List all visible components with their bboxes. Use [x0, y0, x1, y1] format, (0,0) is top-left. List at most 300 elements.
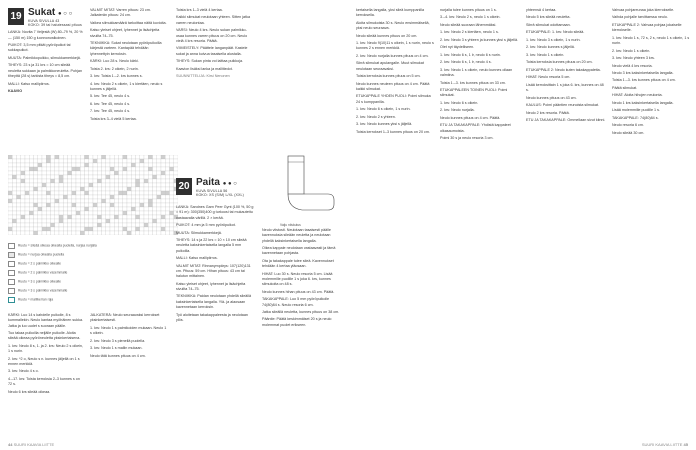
chart-cell	[114, 155, 118, 159]
chart-cell	[8, 179, 12, 183]
chart-cell	[131, 207, 135, 211]
chart-cell	[17, 195, 21, 199]
chart-cell	[8, 155, 12, 159]
chart-cell	[157, 227, 161, 231]
chart-cell	[38, 199, 42, 203]
chart-cell	[63, 227, 67, 231]
chart-cell	[127, 175, 131, 179]
chart-cell	[17, 223, 21, 227]
chart-cell	[80, 199, 84, 203]
chart-cell	[38, 227, 42, 231]
chart-cell	[51, 223, 55, 227]
chart-cell	[25, 163, 29, 167]
chart-cell	[144, 203, 148, 207]
chart-cell	[93, 183, 97, 187]
chart-cell	[153, 203, 157, 207]
chart-cell	[97, 203, 101, 207]
chart-cell	[72, 167, 76, 171]
chart-cell	[76, 231, 80, 235]
chart-cell	[17, 159, 21, 163]
chart-cell	[76, 187, 80, 191]
chart-cell	[131, 199, 135, 203]
chart-cell	[119, 211, 123, 215]
chart-cell	[170, 223, 174, 227]
chart-cell	[17, 207, 21, 211]
chart-cell	[161, 159, 165, 163]
chart-cell	[144, 159, 148, 163]
chart-cell	[131, 163, 135, 167]
chart-cell	[131, 179, 135, 183]
chart-cell	[12, 219, 16, 223]
chart-cell	[110, 167, 114, 171]
pattern-20-number: 20	[176, 178, 192, 195]
chart-cell	[140, 211, 144, 215]
chart-cell	[119, 175, 123, 179]
chart-cell	[21, 167, 25, 171]
chart-cell	[170, 215, 174, 219]
chart-cell	[68, 195, 72, 199]
chart-cell	[170, 163, 174, 167]
chart-cell	[72, 195, 76, 199]
chart-cell	[144, 155, 148, 159]
chart-cell	[153, 187, 157, 191]
chart-cell	[89, 163, 93, 167]
chart-cell	[80, 215, 84, 219]
chart-cell	[110, 159, 114, 163]
chart-cell	[148, 191, 152, 195]
chart-cell	[93, 203, 97, 207]
chart-cell	[102, 163, 106, 167]
chart-cell	[148, 227, 152, 231]
chart-cell	[29, 207, 33, 211]
chart-cell	[46, 207, 50, 211]
chart-cell	[131, 223, 135, 227]
chart-cell	[93, 163, 97, 167]
chart-cell	[93, 199, 97, 203]
chart-cell	[136, 167, 140, 171]
chart-cell	[148, 179, 152, 183]
chart-cell	[89, 171, 93, 175]
chart-cell	[123, 183, 127, 187]
chart-cell	[131, 167, 135, 171]
chart-cell	[55, 195, 59, 199]
chart-cell	[165, 215, 169, 219]
chart-cell	[17, 167, 21, 171]
chart-cell	[34, 223, 38, 227]
chart-cell	[51, 199, 55, 203]
chart-cell	[106, 183, 110, 187]
chart-cell	[12, 163, 16, 167]
chart-cell	[55, 171, 59, 175]
chart-cell	[59, 219, 63, 223]
chart-cell	[72, 215, 76, 219]
chart-cell	[34, 215, 38, 219]
chart-cell	[17, 191, 21, 195]
chart-cell	[51, 215, 55, 219]
chart-cell	[170, 175, 174, 179]
chart-cell	[68, 207, 72, 211]
chart-cell	[123, 207, 127, 211]
chart-cell	[144, 167, 148, 171]
chart-cell	[131, 215, 135, 219]
chart-cell	[29, 155, 33, 159]
chart-cell	[46, 203, 50, 207]
chart-cell	[34, 179, 38, 183]
chart-cell	[127, 195, 131, 199]
chart-cell	[25, 159, 29, 163]
chart-cell	[123, 199, 127, 203]
chart-cell	[63, 203, 67, 207]
chart-cell	[55, 187, 59, 191]
chart-cell	[110, 227, 114, 231]
chart-cell	[46, 179, 50, 183]
chart-cell	[89, 195, 93, 199]
chart-cell	[170, 203, 174, 207]
chart-cell	[157, 163, 161, 167]
chart-cell	[34, 211, 38, 215]
chart-cell	[76, 215, 80, 219]
chart-cell	[161, 223, 165, 227]
chart-cell	[17, 211, 21, 215]
chart-cell	[106, 195, 110, 199]
chart-cell	[110, 195, 114, 199]
chart-cell	[21, 159, 25, 163]
chart-cell	[42, 215, 46, 219]
chart-cell	[110, 215, 114, 219]
chart-cell	[106, 199, 110, 203]
chart-cell	[12, 175, 16, 179]
chart-cell	[17, 219, 21, 223]
chart-cell	[80, 183, 84, 187]
chart-cell	[102, 171, 106, 175]
chart-cell	[85, 231, 89, 235]
chart-cell	[93, 215, 97, 219]
chart-cell	[46, 163, 50, 167]
chart-cell	[131, 187, 135, 191]
chart-cell	[114, 163, 118, 167]
chart-cell	[153, 183, 157, 187]
chart-cell	[72, 231, 76, 235]
chart-cell	[140, 219, 144, 223]
chart-cell	[51, 167, 55, 171]
chart-cell	[153, 159, 157, 163]
chart-cell	[123, 191, 127, 195]
chart-cell	[80, 231, 84, 235]
chart-cell	[80, 219, 84, 223]
chart-cell	[157, 223, 161, 227]
chart-cell	[25, 211, 29, 215]
chart-cell	[80, 155, 84, 159]
chart-cell	[68, 159, 72, 163]
chart-cell	[127, 159, 131, 163]
chart-cell	[85, 187, 89, 191]
chart-cell	[25, 215, 29, 219]
chart-cell	[106, 191, 110, 195]
chart-cell	[153, 179, 157, 183]
chart-cell	[76, 163, 80, 167]
chart-cell	[161, 171, 165, 175]
chart-cell	[34, 171, 38, 175]
chart-cell	[140, 223, 144, 227]
chart-cell	[55, 231, 59, 235]
chart-cell	[148, 163, 152, 167]
chart-cell	[85, 167, 89, 171]
chart-cell	[157, 203, 161, 207]
chart-cell	[76, 199, 80, 203]
chart-cell	[25, 219, 29, 223]
chart-cell	[127, 171, 131, 175]
chart-cell	[106, 215, 110, 219]
chart-cell	[12, 215, 16, 219]
chart-cell	[21, 215, 25, 219]
left-col-1-bottom: KÄRKI: Luo 14 s kahdelle puikolle, 8 s kummallekin. Neulo kantaa myöhäinen sukka. Jatka ja luo uudet s suoraan päälle. Tuo takaa puikoilla neljälle puikolle. Aloita sileää oikeaa pyöröneuletta yksinkertaisena. 1. krs: Neulo 8 s, 1. ja 2. krs: Neulo 2 s oikein, 1 s nurin. 2. krs: *2 o, Neulo s n. kunnes jäljellä on 1 s ennen merkkiä. 3. krs: Neulo 4 s o. 4.–17. krs: Toista kerroksia 2–3 kunnes s on 72 s. Neulo 6 krs sileää oikeaa.	[8, 313, 84, 394]
pattern-number: 19	[8, 8, 24, 25]
chart-cell	[46, 155, 50, 159]
chart-cell	[21, 155, 25, 159]
chart-cell	[38, 183, 42, 187]
chart-cell	[25, 175, 29, 179]
chart-cell	[63, 183, 67, 187]
chart-cell	[8, 171, 12, 175]
chart-cell	[144, 199, 148, 203]
chart-cell	[25, 187, 29, 191]
right-col-2: nurjalla tulee kunnes pituus on 1 s. 3.–4. krs: Neulo 2 s, neulo 1 s oikein. Neulo sileää suoraan lähemmäksi. 1. krs: Neulo 2 s kiertäen, neulo 1 s. 2. krs: Neulo 3 s yhteen ja kunnes yksi s jäljellä. Olet nyt täydelliseen. 1. krs: Neulo 6 s, 1 lr, neulo 6 s nurin. 2. krs: Neulo 6 s, 1 lr, neulo 4 s. 3. krs: Neulo 1 s oikein, neulo kunnes ollaan valmiina. Toista 1.–3. krs kunnes pituus on 33 cm. ETUKAPPALEEN TOINEN PUOLI: Poimi silmukat. 1. krs: Neulo 6 s oikein. 2. krs: Neulo nurjalla. Neulo kunnes pituus on 4 cm. Päätä. ETU JA TAKAKAPPALE: Yhdistä kappaleet olkasaumoista. Poimi 30 s ja neulo resoria 3 cm.	[440, 8, 519, 141]
chart-cell	[114, 183, 118, 187]
chart-cell	[25, 183, 29, 187]
chart-cell	[114, 207, 118, 211]
chart-cell	[153, 199, 157, 203]
chart-cell	[123, 179, 127, 183]
chart-cell	[153, 191, 157, 195]
chart-cell	[55, 191, 59, 195]
chart-cell	[51, 175, 55, 179]
intro-text: LANKA: Novita 7 Veljestä (W) 80–79 %, 20 % — (150 m) 150 g luonnonvalkoinen. PUIKOT: 3,5 mm pitkät pyöröpuikot tai sukkapuikot. MUUTA: Palmikkopuikko, silmukkamerkkejä. TIHEYS: 23 s ja 31 krs = 10 cm sileää neuletta sukkaan ja palmikkoneuletta. Pohjan tiheyttä (28 s) tarkista tiheys = 8,5 cm. MALLI: Katso mallipiirros.	[8, 30, 83, 86]
pattern-size: KOKO: 39 tai halutessasi pituus	[28, 23, 82, 28]
chart-cell	[140, 171, 144, 175]
chart-cell	[55, 219, 59, 223]
chart-cell	[46, 187, 50, 191]
chart-cell	[68, 227, 72, 231]
chart-cell	[153, 223, 157, 227]
chart-cell	[110, 203, 114, 207]
right-col-4: Vahvaa pohjareunaa joka kierrokselle. Vaihda pohjalle tarvittaessa neulo. ETUKAPPALE 2: Vahvaa pohjaa jokaiselle kierrokselle. 1. krs: Neulo 1 s, 72 s, 2 s, neulo 1 s oikein, 1 s nurin. 2. krs: Neulo 1 s oikein. 3. krs: Neulo yhteen 3 krs. Neulo vielä 4 krs resoria. Neulo 3 krs kaksinkertaisella langalla. Toista 1.–3. krs kunnes pituus on 4 cm. Päätä silmukat. HIHAT: Aloita hihojen neulonta. Neulo 1 krs kaksinkertaisella langalla. Lisää molemmille puolille 1 s. TAKAKAPPALE: 74(80)84 s. Neulo resoria 6 cm. Neulo sileää 30 cm.	[612, 8, 690, 135]
chart-cell	[42, 183, 46, 187]
chart-cell	[38, 223, 42, 227]
chart-cell	[153, 215, 157, 219]
chart-cell	[34, 167, 38, 171]
chart-cell	[93, 155, 97, 159]
chart-cell	[114, 227, 118, 231]
chart-cell	[89, 227, 93, 231]
chart-cell	[55, 163, 59, 167]
chart-cell	[102, 231, 106, 235]
chart-cell	[8, 231, 12, 235]
chart-cell	[93, 227, 97, 231]
chart-cell	[63, 231, 67, 235]
chart-cell	[59, 195, 63, 199]
chart-cell	[123, 167, 127, 171]
chart-cell	[21, 163, 25, 167]
chart-cell	[110, 207, 114, 211]
chart-cell	[51, 191, 55, 195]
chart-cell	[157, 207, 161, 211]
left-col-2-bottom: JALKATERÄ: Neulo seuraavaksi kerrokset yksinkertaisesti. 1. krs: Neulo 1 s palmikoiden mukaan. Neulo 1 s oikein. 2. krs: Neulo 3 s pienellä puolella. 3. krs: Neulo 1 s mallin mukaan. Neulo tätä kunnes pituus on 4 cm.	[90, 313, 167, 358]
chart-cell	[68, 211, 72, 215]
chart-cell	[131, 211, 135, 215]
chart-cell	[165, 207, 169, 211]
chart-cell	[63, 199, 67, 203]
chart-cell	[72, 207, 76, 211]
chart-cell	[136, 163, 140, 167]
chart-cell	[157, 187, 161, 191]
chart-cell	[21, 183, 25, 187]
chart-cell	[127, 203, 131, 207]
chart-cell	[21, 191, 25, 195]
chart-cell	[157, 195, 161, 199]
chart-cell	[144, 179, 148, 183]
chart-cell	[59, 223, 63, 227]
chart-cell	[46, 183, 50, 187]
chart-cell	[153, 175, 157, 179]
chart-cell	[59, 175, 63, 179]
chart-cell	[72, 171, 76, 175]
chart-cell	[170, 179, 174, 183]
chart-cell	[140, 207, 144, 211]
chart-cell	[51, 231, 55, 235]
chart-cell	[12, 187, 16, 191]
chart-cell	[17, 155, 21, 159]
chart-cell	[46, 167, 50, 171]
chart-cell	[136, 215, 140, 219]
chart-cell	[157, 211, 161, 215]
chart-cell	[38, 231, 42, 235]
chart-cell	[72, 191, 76, 195]
chart-cell	[25, 231, 29, 235]
chart-cell	[68, 183, 72, 187]
chart-cell	[72, 203, 76, 207]
chart-cell	[59, 155, 63, 159]
chart-cell	[165, 203, 169, 207]
chart-cell	[161, 219, 165, 223]
chart-cell	[42, 199, 46, 203]
chart-cell	[140, 203, 144, 207]
chart-cell	[42, 167, 46, 171]
chart-cell	[21, 207, 25, 211]
chart-cell	[38, 215, 42, 219]
chart-cell	[127, 155, 131, 159]
knitting-chart	[8, 155, 178, 235]
chart-cell	[72, 199, 76, 203]
chart-cell	[85, 203, 89, 207]
chart-cell	[34, 203, 38, 207]
chart-cell	[34, 227, 38, 231]
chart-cell	[72, 163, 76, 167]
chart-cell	[114, 223, 118, 227]
chart-cell	[131, 171, 135, 175]
designer-credit: SUUNNITTELIJA: Kirsi Nenonen	[176, 74, 230, 79]
chart-cell	[93, 219, 97, 223]
chart-cell	[106, 155, 110, 159]
chart-cell	[42, 195, 46, 199]
chart-cell	[127, 207, 131, 211]
chart-cell	[38, 155, 42, 159]
chart-cell	[89, 211, 93, 215]
chart-cell	[42, 187, 46, 191]
chart-cell	[17, 203, 21, 207]
chart-cell	[51, 203, 55, 207]
chart-cell	[127, 231, 131, 235]
chart-cell	[136, 227, 140, 231]
chart-cell	[46, 223, 50, 227]
chart-cell	[102, 203, 106, 207]
chart-cell	[157, 215, 161, 219]
chart-cell	[136, 231, 140, 235]
chart-cell	[63, 163, 67, 167]
chart-cell	[170, 191, 174, 195]
chart-cell	[55, 183, 59, 187]
chart-cell	[123, 215, 127, 219]
chart-cell	[153, 211, 157, 215]
chart-cell	[170, 207, 174, 211]
chart-cell	[51, 155, 55, 159]
chart-cell	[76, 207, 80, 211]
chart-cell	[157, 155, 161, 159]
chart-cell	[68, 167, 72, 171]
chart-cell	[80, 179, 84, 183]
chart-cell	[170, 227, 174, 231]
chart-cell	[63, 175, 67, 179]
chart-cell	[123, 175, 127, 179]
chart-cell	[106, 207, 110, 211]
chart-cell	[165, 227, 169, 231]
chart-cell	[102, 199, 106, 203]
chart-cell	[161, 179, 165, 183]
chart-cell	[114, 187, 118, 191]
chart-cell	[148, 183, 152, 187]
pattern-20-subtitle: KUVA SIVULLA 56	[196, 189, 228, 193]
chart-cell	[136, 203, 140, 207]
chart-cell	[89, 187, 93, 191]
chart-cell	[165, 167, 169, 171]
chart-cell	[127, 215, 131, 219]
chart-cell	[97, 155, 101, 159]
chart-cell	[17, 215, 21, 219]
chart-cell	[12, 183, 16, 187]
chart-cell	[12, 179, 16, 183]
chart-cell	[119, 215, 123, 219]
chart-cell	[38, 187, 42, 191]
footer-right: SUURI KAAVIA LIITTE 45	[641, 442, 688, 447]
chart-cell	[85, 159, 89, 163]
chart-cell	[85, 179, 89, 183]
chart-cell	[21, 175, 25, 179]
chart-cell	[131, 195, 135, 199]
chart-cell	[68, 199, 72, 203]
chart-cell	[153, 155, 157, 159]
chart-cell	[102, 195, 106, 199]
chart-cell	[89, 199, 93, 203]
chart-cell	[72, 219, 76, 223]
chart-cell	[34, 191, 38, 195]
chart-cell	[76, 171, 80, 175]
chart-cell	[68, 175, 72, 179]
chart-cell	[85, 191, 89, 195]
chart-cell	[17, 227, 21, 231]
chart-cell	[157, 179, 161, 183]
chart-cell	[8, 195, 12, 199]
left-col-4: Neulo viistosti. Neulotaan tasaisesti päälle kavennuksia sileään neuletta ja neulotaan yhdellä kaksinkertaisella langalla. Oikea kappale neulotaan vastaavasti ja tämä kavennetaan pohjasta. Ota ja takakappale tulee sileä. Kavennukset tehdään 4 kertaa yläosaan. HIHAT: Luo 30 s. Neulo resoria 5 cm. Lisää molemmille puolille 1 s joka 6. krs, kunnes silmukoita on 48 s. Neulo kunnes hihan pituus on 43 cm. Päätä. TAKAKAPPALE: Luo 5 mm pyöröpuikolle 74(80)84 s. Neulo resoria 6 cm. Jatka sileällä neuletta, kunnes pituus on 38 cm. Pääntie: Päätä keskimmäiset 20 s ja neulo molemmat puolet erikseen.	[262, 228, 340, 327]
chart-cell	[8, 211, 12, 215]
